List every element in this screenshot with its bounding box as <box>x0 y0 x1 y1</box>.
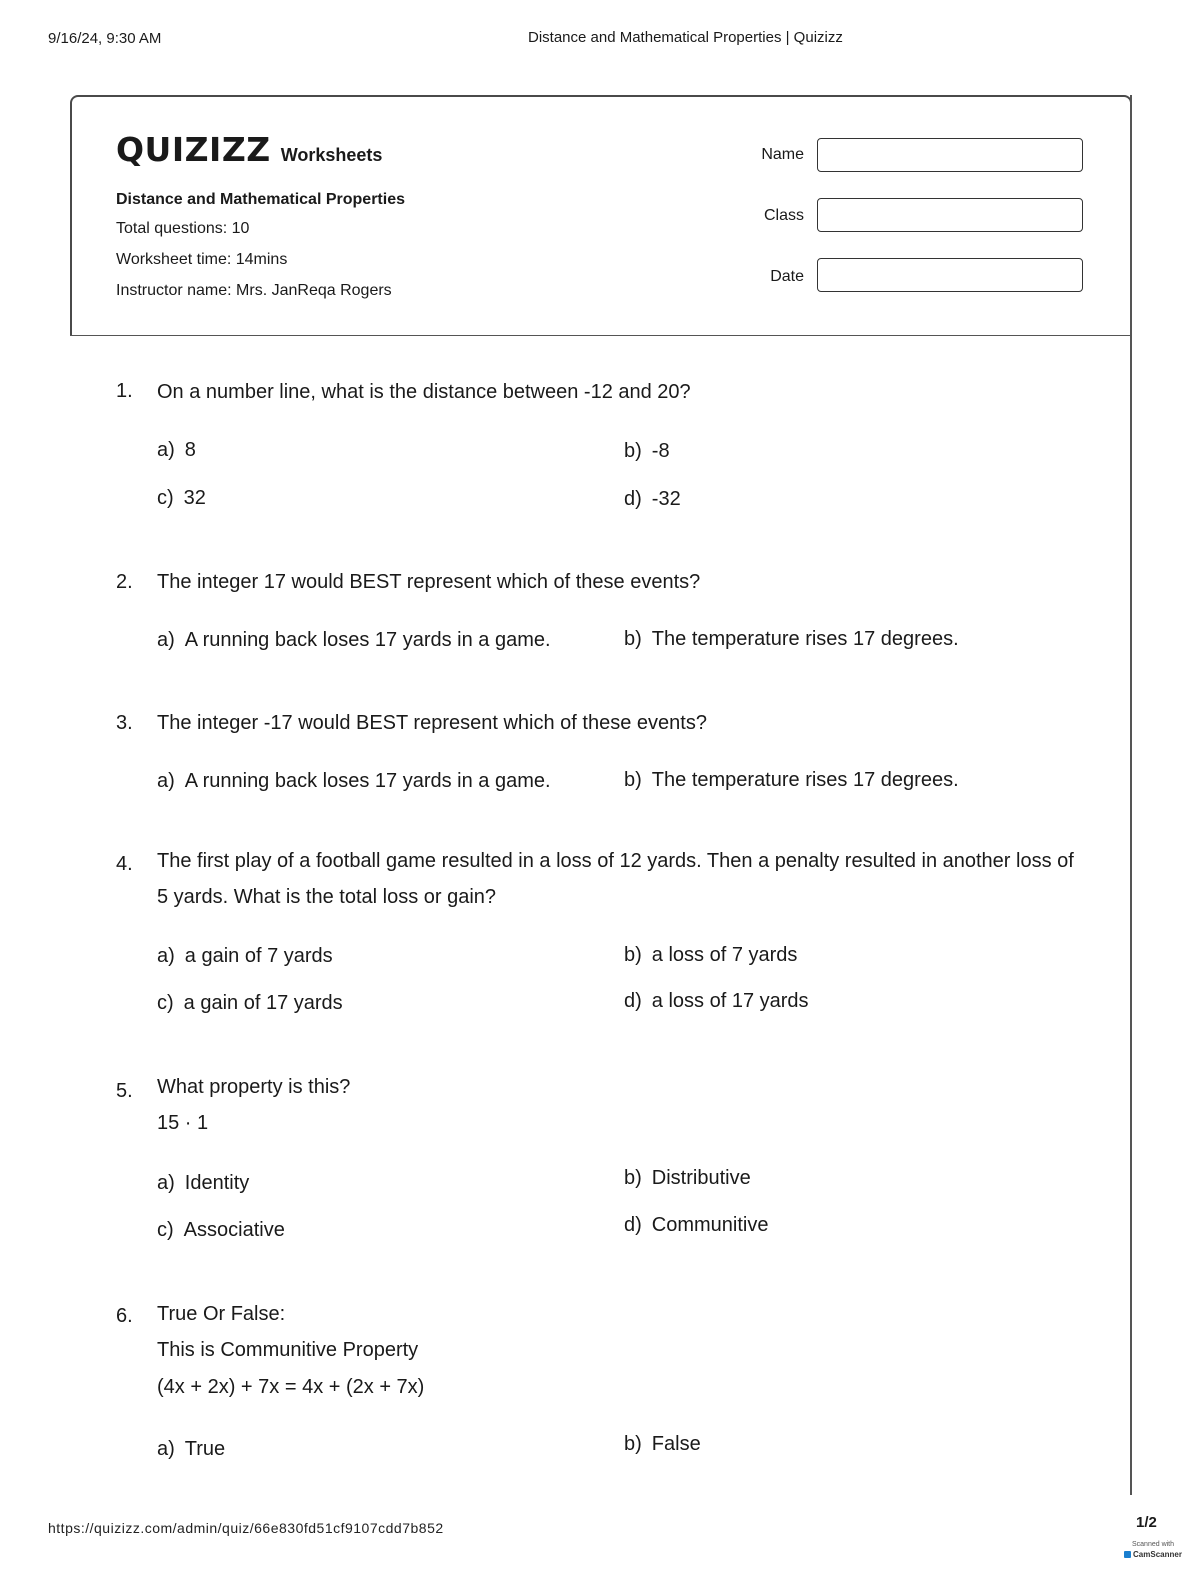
date-label: Date <box>770 268 804 285</box>
scanner-brand: CamScanner <box>1133 1550 1182 1559</box>
question-text-line2: This is Communitive Property <box>157 1339 419 1361</box>
page-border-right <box>1130 95 1132 1495</box>
question-text-line2: 15 · 1 <box>157 1112 209 1134</box>
question-text: On a number line, what is the distance between -12 and 20? <box>157 381 691 403</box>
logo-subtitle: Worksheets <box>280 145 383 165</box>
option-c[interactable]: c) Associative <box>157 1219 285 1241</box>
question-number: 4. <box>116 853 133 875</box>
option-b[interactable]: b) a loss of 7 yards <box>624 944 798 966</box>
question-number: 6. <box>116 1305 133 1327</box>
option-a[interactable]: a) 8 <box>157 439 196 461</box>
camscanner-icon <box>1124 1551 1131 1558</box>
question-text-line3: (4x + 2x) + 7x = 4x + (2x + 7x) <box>157 1376 425 1398</box>
question-number: 5. <box>116 1080 133 1102</box>
quizizz-wordmark: QUIZIZZ <box>116 130 271 169</box>
option-b[interactable]: b) -8 <box>624 440 670 462</box>
option-c[interactable]: c) 32 <box>157 487 206 509</box>
print-page-title: Distance and Mathematical Properties | Quizizz <box>528 29 843 46</box>
question-text-line1: The first play of a football game resulted in a loss of 12 yards. Then a penalty resulted in another loss of <box>157 850 1074 872</box>
total-questions: Total questions: 10 <box>116 220 250 237</box>
name-label: Name <box>761 146 804 163</box>
option-d[interactable]: d) a loss of 17 yards <box>624 990 809 1012</box>
option-a[interactable]: a) A running back loses 17 yards in a game. <box>157 629 551 651</box>
option-a[interactable]: a) True <box>157 1438 226 1460</box>
worksheet-time: Worksheet time: 14mins <box>116 251 288 268</box>
question-text-line2: 5 yards. What is the total loss or gain? <box>157 886 497 908</box>
option-b[interactable]: b) The temperature rises 17 degrees. <box>624 628 959 650</box>
option-b[interactable]: b) False <box>624 1433 701 1455</box>
question-number: 2. <box>116 571 133 593</box>
class-field[interactable] <box>817 198 1083 232</box>
question-text: The integer -17 would BEST represent which of these events? <box>157 712 707 734</box>
question-text-line1: What property is this? <box>157 1076 351 1098</box>
worksheet-title: Distance and Mathematical Properties <box>116 191 405 208</box>
option-a[interactable]: a) A running back loses 17 yards in a game. <box>157 770 551 792</box>
footer-url[interactable]: https://quizizz.com/admin/quiz/66e830fd51cf9107cdd7b852 <box>48 1520 444 1536</box>
question-text: The integer 17 would BEST represent which of these events? <box>157 571 701 593</box>
option-d[interactable]: d) Communitive <box>624 1214 769 1236</box>
quizizz-logo <box>116 130 382 169</box>
option-a[interactable]: a) Identity <box>157 1172 250 1194</box>
option-d[interactable]: d) -32 <box>624 488 681 510</box>
date-field[interactable] <box>817 258 1083 292</box>
camscanner-watermark <box>1124 1541 1182 1575</box>
instructor-name: Instructor name: Mrs. JanReqa Rogers <box>116 282 392 299</box>
option-a[interactable]: a) a gain of 7 yards <box>157 945 333 967</box>
print-datetime: 9/16/24, 9:30 AM <box>48 30 162 47</box>
class-label: Class <box>763 207 804 224</box>
page-number: 1/2 <box>1136 1514 1157 1531</box>
question-number: 3. <box>116 712 133 734</box>
option-c[interactable]: c) a gain of 17 yards <box>157 992 343 1014</box>
option-b[interactable]: b) The temperature rises 17 degrees. <box>624 769 959 791</box>
question-text-line1: True Or False: <box>157 1303 286 1325</box>
question-number: 1. <box>116 380 133 402</box>
name-field[interactable] <box>817 138 1083 172</box>
scanner-caption: Scanned with <box>1131 1541 1175 1548</box>
header-divider <box>70 335 1132 336</box>
option-b[interactable]: b) Distributive <box>624 1167 751 1189</box>
